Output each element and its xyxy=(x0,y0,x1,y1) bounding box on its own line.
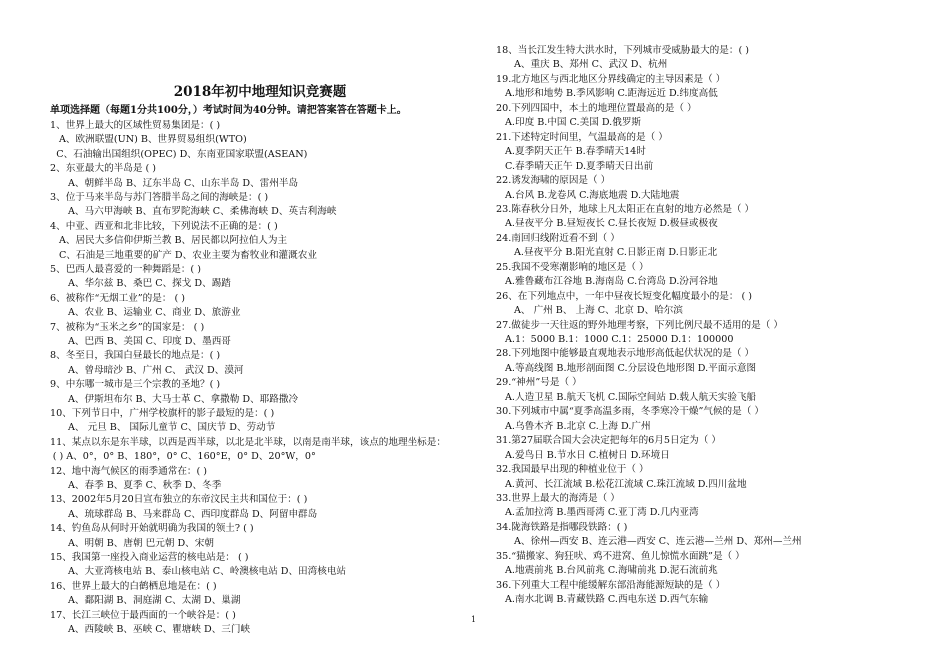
page-number: 1 xyxy=(471,615,477,624)
question-line: C、石油输出国组织(OPEC) D、东南亚国家联盟(ASEAN) xyxy=(56,148,308,160)
question-line: A、明朝 B、唐朝 巴元朝 D、宋朝 xyxy=(68,537,214,549)
question-line: 36.下列重大工程中能缓解东部沿海能源短缺的是（ ） xyxy=(496,579,726,591)
question-line: 34.陇海铁路是指哪段铁路：( ) xyxy=(496,521,628,533)
question-line: A、西陵峡 B、巫峡 C、瞿塘峡 D、三门峡 xyxy=(68,624,251,635)
question-line: 15、我国第一座投入商业运营的核电站是： ( ) xyxy=(50,552,249,563)
question-line: A、曾母暗沙 B、广州 C、 武汉 D、漠河 xyxy=(68,364,244,376)
question-line: A.爱鸟日 B.节水日 C.植树日 D.环境日 xyxy=(505,449,670,461)
question-line: 12、地中海气候区的雨季通常在：( ) xyxy=(50,465,208,477)
question-line: A、马六甲海峡 B、直布罗陀海峡 C、柔佛海峡 D、英吉利海峡 xyxy=(68,206,337,218)
question-line: 4、中亚、西亚和北非比较，下列说法不正确的是：( ) xyxy=(50,220,278,232)
question-line: 19.北方地区与西北地区分界线确定的主导因素是（ ） xyxy=(496,73,726,85)
question-line: 7、被称为“玉米之乡”的国家是： ( ) xyxy=(50,321,205,333)
question-line: A、徐州—西安 B、连云港—西安 C、连云港—兰州 D、郑州—兰州 xyxy=(514,536,802,548)
question-line: A、居民大多信仰伊斯兰教 B、居民都以阿拉伯人为主 xyxy=(59,235,288,247)
question-line: A、巴西 B、美国 C、印度 D、墨西哥 xyxy=(68,336,231,347)
question-line: A.印度 B.中国 C.美国 D.俄罗斯 xyxy=(505,117,642,129)
question-line: A、 元旦 B、 国际儿童节 C、国庆节 D、劳动节 xyxy=(68,422,276,434)
question-line: A、欧洲联盟(UN) B、世界贸易组织(WTO) xyxy=(59,134,247,146)
question-line: A、琉球群岛 B、马来群岛 C、西印度群岛 D、阿留申群岛 xyxy=(68,508,318,520)
question-line: C.春季晴天正午 D.夏季晴天日出前 xyxy=(505,160,654,172)
question-line: 32.我国最早出现的种植业位于（ ） xyxy=(496,464,649,476)
question-line: A、春季 B、夏季 C、秋季 D、冬季 xyxy=(68,480,222,491)
question-line: 2、东亚最大的半岛是 ( ) xyxy=(50,163,157,175)
question-line: 25.我国不受寒潮影响的地区是（ ） xyxy=(496,261,649,273)
question-line: A、朝鲜半岛 B、辽东半岛 C、山东半岛 D、雷州半岛 xyxy=(68,177,299,189)
question-line: A、农业 B、运输业 C、商业 D、旅游业 xyxy=(68,307,241,319)
question-line: A.昼夜平分 B.阳光直射 C.日影正南 D.日影正北 xyxy=(514,247,718,259)
question-line: 1、世界上最大的区域性贸易集团是：( ) xyxy=(50,120,221,131)
question-line: A、鄱阳湖 B、洞庭湖 C、太湖 D、巢湖 xyxy=(68,595,241,607)
question-line: ( ) A、0°，0° B、180°，0° C、160°E，0° D、20°W，0° xyxy=(52,451,316,463)
question-line: A.夏季阴天正午 B.春季晴天14时 xyxy=(505,146,646,158)
question-line: A、重庆 B、郑州 C、武汉 D、杭州 xyxy=(514,59,668,71)
question-line: 11、某点以东是东半球，以西是西半球，以北是北半球，以南是南半球，该点的地理坐标是： xyxy=(50,436,446,448)
question-line: A.地形和地势 B.季风影响 C.距海远近 D.纬度高低 xyxy=(505,88,718,100)
question-line: A.黄河、长江流域 B.松花江流域 C.珠江流域 D.四川盆地 xyxy=(505,478,747,490)
question-line: 16、世界上最大的白鹤栖息地是在：( ) xyxy=(50,580,217,592)
question-line: C、石油是三地重要的矿产 D、农业主要为畜牧业和灌溉农业 xyxy=(59,249,317,261)
question-line: A.昼夜平分 B.昼短夜长 C.昼长夜短 D.极昼或极夜 xyxy=(505,218,718,230)
question-line: 35.“猫搬家、狗狂吠、鸡不进窝、鱼儿惊慌水面跳”是（ ） xyxy=(496,550,745,562)
question-line: A、大亚湾核电站 B、泰山核电站 C、岭澳核电站 D、田湾核电站 xyxy=(68,566,347,578)
question-line: 24.南回归线附近看不到（ ） xyxy=(496,232,620,244)
question-line: A.1：5000 B.1：1000 C.1：25000 D.1：100000 xyxy=(505,334,734,345)
question-line: 33.世界上最大的海湾是（ ） xyxy=(496,492,620,504)
question-line: 3、位于马来半岛与苏门答腊半岛之间的海峡是：( ) xyxy=(50,192,269,203)
question-line: A.南水北调 B.青藏铁路 C.西电东送 D.西气东输 xyxy=(505,594,709,606)
question-line: A.台风 B.龙卷风 C.海底地震 D.大陆地震 xyxy=(505,189,680,201)
question-line: 28.下列地图中能够最直观地表示地形高低起伏状况的是（ ） xyxy=(496,348,755,360)
question-line: 26、在下列地点中，一年中昼夜长短变化幅度最小的是： ( ) xyxy=(496,290,753,302)
question-line: A、华尔兹 B、桑巴 C、探戈 D、踢踏 xyxy=(68,278,231,290)
page-title: 2018年初中地理知识竞赛题 xyxy=(173,84,347,100)
question-line: A.人造卫星 B.航天飞机 C.国际空间站 D.载人航天实验飞船 xyxy=(505,391,757,403)
question-line: A、伊斯坦布尔 B、大马士革 C、拿撒勒 D、耶路撒冷 xyxy=(68,393,299,405)
question-line: 9、中东哪一城市是三个宗教的圣地？( ) xyxy=(50,379,221,391)
question-line: 30.下列城市中属“夏季高温多雨，冬季寒冷干燥”气候的是（ ） xyxy=(496,406,764,418)
question-line: 18、当长江发生特大洪水时，下列城市受威胁最大的是：( ) xyxy=(496,45,749,56)
question-line: A.等高线图 B.地形剖面图 C.分层设色地形图 D.平面示意图 xyxy=(505,362,757,374)
question-line: A、 广州 B、 上海 C、北京 D、哈尔滨 xyxy=(514,305,683,317)
question-line: 21.下述特定时间里，气温最高的是（ ） xyxy=(496,131,668,143)
question-line: A.雅鲁藏布江谷地 B.海南岛 C.台湾岛 D.汾河谷地 xyxy=(505,276,718,288)
question-line: A.孟加拉湾 B.墨西哥湾 C.亚丁湾 D.几内亚湾 xyxy=(505,507,699,519)
question-line: 6、被称作“无烟工业”的是： ( ) xyxy=(50,292,186,304)
question-line: A.乌鲁木齐 B.北京 C.上海 D.广州 xyxy=(505,420,651,432)
question-line: 14、钓鱼岛从何时开始就明确为我国的领土? ( ) xyxy=(50,523,254,535)
instructions: 单项选择题（每题1分共100分，）考试时间为40分钟。请把答案答在答题卡上。 xyxy=(50,105,407,116)
question-line: 8、冬至日，我国白昼最长的地点是：( ) xyxy=(50,350,221,362)
question-line: 23.陈春秋分日外，地球上凡太阳正在直射的地方必然是（ ） xyxy=(496,203,755,215)
question-line: 29.“神州”号是（ ） xyxy=(496,377,582,389)
question-line: 5、巴西人最喜爱的一种舞蹈是：( ) xyxy=(50,264,201,275)
question-line: 27.做徒步一天往返的野外地理考察，下列比例尺最不适用的是（ ） xyxy=(496,319,783,331)
question-line: 20.下列四国中，本土的地理位置最高的是（ ） xyxy=(496,102,697,114)
question-line: 22.诱发海啸的原因是（ ） xyxy=(496,175,611,187)
question-line: 13、2002年5月20日宣布独立的东帝汶民主共和国位于：( ) xyxy=(50,494,308,506)
question-line: A.地震前兆 B.台风前兆 C.海啸前兆 D.泥石流前兆 xyxy=(505,565,718,577)
question-line: 10、下列节日中，广州学校旗杆的影子最短的是：( ) xyxy=(50,408,275,419)
question-line: 17、长江三峡位于最西面的一个峡谷是：( ) xyxy=(50,609,236,621)
question-line: 31.第27届联合国大会决定把每年的6月5日定为（ ） xyxy=(496,435,722,447)
